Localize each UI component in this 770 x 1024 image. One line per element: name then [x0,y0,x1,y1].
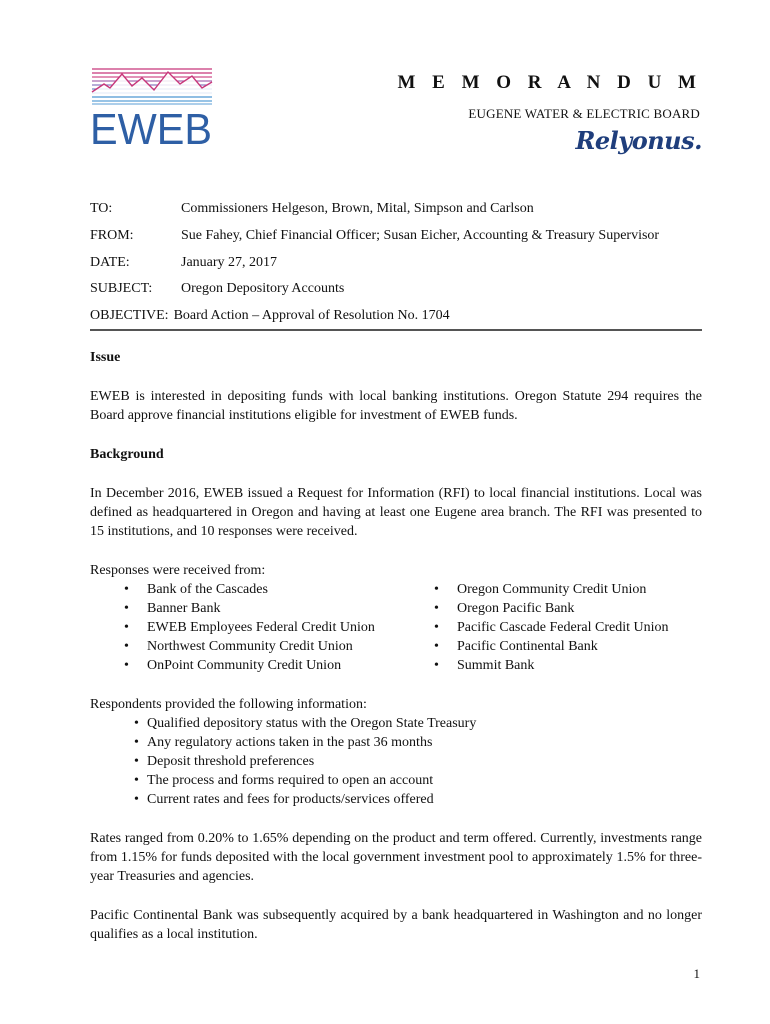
background-heading: Background [90,447,164,462]
date-value: January 27, 2017 [181,254,278,270]
issue-heading: Issue [90,350,121,365]
objective-label: OBJECTIVE: [90,308,169,324]
responding-institutions [90,580,702,675]
list-item: • Oregon Community Credit Union [434,580,668,599]
issue-paragraph: EWEB is interested in depositing funds with local banking institutions. Oregon Statute 294 requires the Board approve financial institutions eligible for investment of EWEB funds. [90,389,702,423]
logo-wordmark: EWEB [90,105,212,148]
to-label: TO: [90,201,113,217]
organization-name: EUGENE WATER & ELECTRIC BOARD [468,106,700,121]
objective-row [90,303,710,330]
list-item: • Northwest Community Credit Union [124,637,434,656]
list-item: • Current rates and fees for products/services offered [134,790,702,809]
eweb-logo-graphic [90,66,215,148]
info-intro: Respondents provided the following information: [90,697,367,712]
list-item: • Pacific Cascade Federal Credit Union [434,618,668,637]
subject-label: SUBJECT: [90,281,153,297]
to-row [90,196,710,223]
institutions-list-right [434,580,668,675]
subject-value: Oregon Depository Accounts [181,281,345,297]
information-list [90,714,702,809]
list-item: • Qualified depository status with the Oregon State Treasury [134,714,702,733]
from-label: FROM: [90,228,134,244]
list-item: • Pacific Continental Bank [434,637,668,656]
from-row [90,223,710,250]
tagline: Relyonus. [575,126,702,155]
rates-paragraph: Rates ranged from 0.20% to 1.65% depending on the product and term offered. Currently, investments range from 1.15% for funds deposited with the local government investment pool to approximately 1.5% for three-year Treasuries and agencies. [90,831,702,884]
list-item: • EWEB Employees Federal Credit Union [124,618,434,637]
date-row [90,249,710,276]
list-item: • Deposit threshold preferences [134,752,702,771]
list-item: • The process and forms required to open an account [134,771,702,790]
date-label: DATE: [90,254,130,270]
pacific-continental-paragraph: Pacific Continental Bank was subsequently acquired by a bank headquartered in Washington and no longer qualifies as a local institution. [90,908,702,942]
list-item: • Bank of the Cascades [124,580,434,599]
background-paragraph: In December 2016, EWEB issued a Request for Information (RFI) to local financial institutions. Local was defined as headquartered in Oregon and having at least one Eugene area branch. The RFI was presented to 15 institutions, and 10 responses were received. [90,486,702,539]
memo-header-fields [90,196,710,329]
header-divider [90,329,702,331]
list-item: • Summit Bank [434,656,668,675]
responses-intro: Responses were received from: [90,563,266,578]
list-item: • Any regulatory actions taken in the past 36 months [134,733,702,752]
from-value: Sue Fahey, Chief Financial Officer; Susan Eicher, Accounting & Treasury Supervisor [181,228,660,244]
list-item: • Oregon Pacific Bank [434,599,668,618]
memo-title: M E M O R A N D U M [397,72,702,93]
memo-body [90,348,702,944]
eweb-logo [90,66,215,148]
page-number: 1 [693,966,700,981]
list-item: • Banner Bank [124,599,434,618]
subject-row [90,276,710,303]
to-value: Commissioners Helgeson, Brown, Mital, Simpson and Carlson [181,201,534,217]
objective-value: Board Action – Approval of Resolution No. 1704 [173,308,450,324]
institutions-list-left [124,580,434,675]
list-item: • OnPoint Community Credit Union [124,656,434,675]
